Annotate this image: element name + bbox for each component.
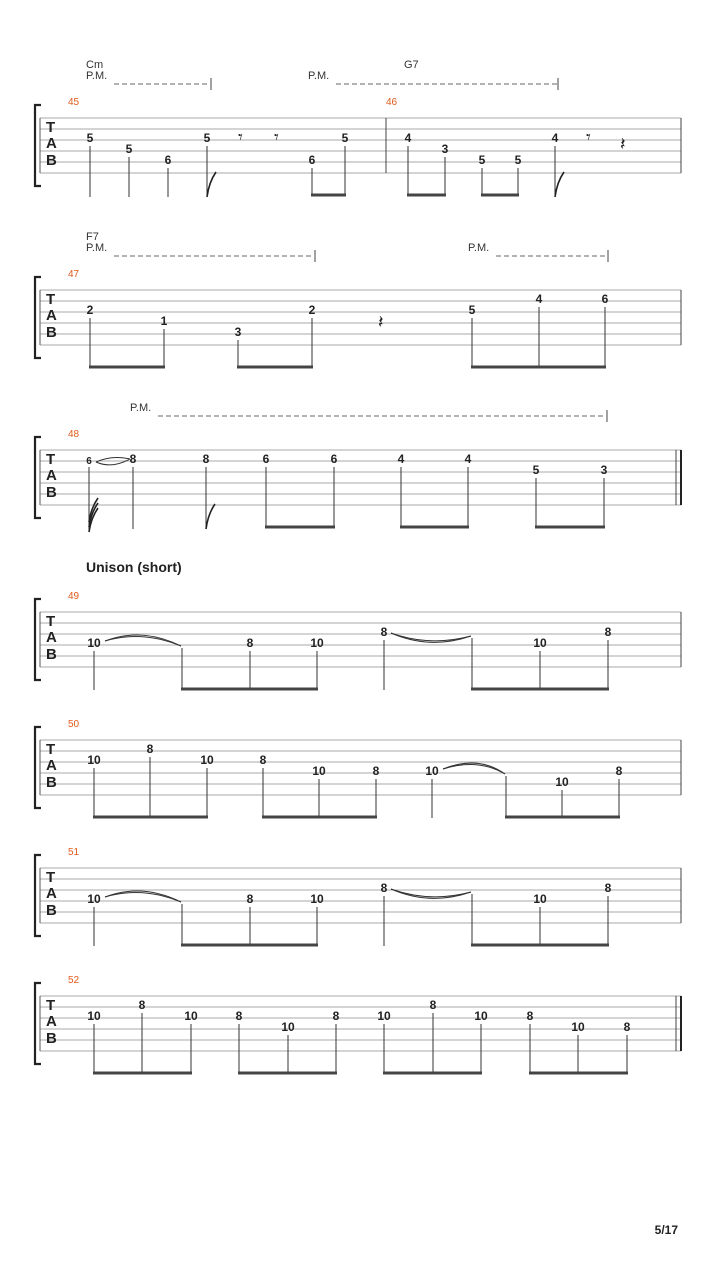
tab-note: 3 <box>441 142 449 156</box>
tab-note: 5 <box>341 131 349 145</box>
tab-note: 10 <box>425 764 439 778</box>
tab-note: 10 <box>281 1020 295 1034</box>
tab-note: 10 <box>533 892 547 906</box>
rest-icon <box>378 312 384 333</box>
tab-clef-a: A <box>46 885 57 902</box>
tab-note: 5 <box>125 142 133 156</box>
chord-name: F7 <box>86 231 99 243</box>
tab-note: 8 <box>129 452 137 466</box>
page-number: 5/17 <box>654 1223 678 1237</box>
tab-note: 6 <box>164 153 172 167</box>
tab-clef-a: A <box>46 467 57 484</box>
system-2 <box>35 231 681 368</box>
tab-clef-b: B <box>46 902 57 919</box>
tab-note: 5 <box>514 153 522 167</box>
tab-note: 8 <box>380 625 388 639</box>
tab-clef-t: T <box>46 869 56 886</box>
tab-note: 8 <box>332 1009 340 1023</box>
palm-mute-label: P.M. <box>308 70 330 82</box>
tab-note: 1 <box>160 314 168 328</box>
tab-note: 2 <box>86 303 94 317</box>
measure-number: 46 <box>386 97 398 108</box>
tab-note: 3 <box>234 325 242 339</box>
tab-note: 8 <box>246 892 254 906</box>
tab-note: 4 <box>404 131 412 145</box>
tab-note: 10 <box>184 1009 198 1023</box>
svg-text:𝄾: 𝄾 <box>238 127 243 148</box>
tab-note: 10 <box>474 1009 488 1023</box>
tab-note: 4 <box>551 131 559 145</box>
tab-note: 8 <box>138 998 146 1012</box>
tab-note: 6 <box>601 292 609 306</box>
note-stems <box>94 1013 627 1074</box>
measure-number: 49 <box>68 591 80 602</box>
tab-clef-a: A <box>46 629 57 646</box>
tab-note: 8 <box>615 764 623 778</box>
tab-note: 8 <box>246 636 254 650</box>
tab-note: 8 <box>526 1009 534 1023</box>
tab-clef-t: T <box>46 613 56 630</box>
tab-note: 8 <box>235 1009 243 1023</box>
tab-clef-b: B <box>46 484 57 501</box>
tab-note: 6 <box>308 153 316 167</box>
measure-number: 47 <box>68 269 80 280</box>
tab-note: 4 <box>535 292 543 306</box>
tab-note: 8 <box>380 881 388 895</box>
note-stems <box>94 638 608 690</box>
tab-note: 5 <box>478 153 486 167</box>
palm-mute-label: P.M. <box>86 242 108 254</box>
palm-mute-label: P.M. <box>468 242 490 254</box>
tab-clef-b: B <box>46 646 57 663</box>
svg-text:𝄾: 𝄾 <box>274 127 279 148</box>
tab-note: 8 <box>202 452 210 466</box>
tab-note: 10 <box>87 753 101 767</box>
tab-note: 4 <box>464 452 472 466</box>
palm-mute-label: P.M. <box>130 402 152 414</box>
tab-note: 10 <box>533 636 547 650</box>
tab-note: 5 <box>203 131 211 145</box>
system-7 <box>35 975 681 1074</box>
grace-note: 6 <box>86 456 92 467</box>
tab-note: 8 <box>259 753 267 767</box>
palm-mute-label: P.M. <box>86 70 108 82</box>
tab-clef-a: A <box>46 135 57 152</box>
tab-note: 5 <box>532 463 540 477</box>
tab-note: 5 <box>468 303 476 317</box>
note-stems <box>89 467 604 532</box>
tab-note: 2 <box>308 303 316 317</box>
measure-number: 45 <box>68 97 80 108</box>
tab-note: 10 <box>200 753 214 767</box>
flags <box>207 172 564 197</box>
measure-number: 52 <box>68 975 80 986</box>
tab-note: 8 <box>604 625 612 639</box>
tab-note: 3 <box>600 463 608 477</box>
svg-text:𝄾: 𝄾 <box>586 127 591 148</box>
tab-note: 10 <box>555 775 569 789</box>
tab-note: 10 <box>571 1020 585 1034</box>
tab-note: 8 <box>429 998 437 1012</box>
tab-note: 6 <box>330 452 338 466</box>
tab-note: 10 <box>87 1009 101 1023</box>
tab-note: 10 <box>87 636 101 650</box>
measure-number: 50 <box>68 719 80 730</box>
system-1 <box>35 59 681 197</box>
tab-note: 8 <box>146 742 154 756</box>
system-3 <box>35 402 681 532</box>
note-stems <box>94 757 619 818</box>
svg-text:𝄽: 𝄽 <box>620 134 626 155</box>
svg-text:𝄽: 𝄽 <box>378 312 384 333</box>
tab-note: 5 <box>86 131 94 145</box>
tab-clef-a: A <box>46 1013 57 1030</box>
tab-clef-b: B <box>46 774 57 791</box>
measure-number: 51 <box>68 847 80 858</box>
tab-note: 10 <box>87 892 101 906</box>
tab-clef-t: T <box>46 119 56 136</box>
tab-note: 10 <box>310 892 324 906</box>
tab-note: 10 <box>310 636 324 650</box>
tab-note: 8 <box>372 764 380 778</box>
system-4 <box>35 591 681 690</box>
chord-name: G7 <box>404 59 419 71</box>
tab-note: 8 <box>623 1020 631 1034</box>
system-5 <box>35 719 681 818</box>
tab-note: 10 <box>312 764 326 778</box>
tab-clef-t: T <box>46 451 56 468</box>
tab-clef-t: T <box>46 997 56 1014</box>
tab-clef-a: A <box>46 757 57 774</box>
tab-clef-a: A <box>46 307 57 324</box>
tab-note: 8 <box>604 881 612 895</box>
measure-number: 48 <box>68 429 80 440</box>
note-stems <box>94 894 608 946</box>
tab-clef-b: B <box>46 324 57 341</box>
tab-note: 6 <box>262 452 270 466</box>
tab-note: 4 <box>397 452 405 466</box>
tab-note: 10 <box>377 1009 391 1023</box>
flags <box>89 498 215 532</box>
system-6 <box>35 847 681 946</box>
section-title: Unison (short) <box>86 559 182 575</box>
tab-clef-b: B <box>46 1030 57 1047</box>
tab-clef-b: B <box>46 152 57 169</box>
tab-clef-t: T <box>46 741 56 758</box>
chord-name: Cm <box>86 59 104 71</box>
tab-clef-t: T <box>46 291 56 308</box>
